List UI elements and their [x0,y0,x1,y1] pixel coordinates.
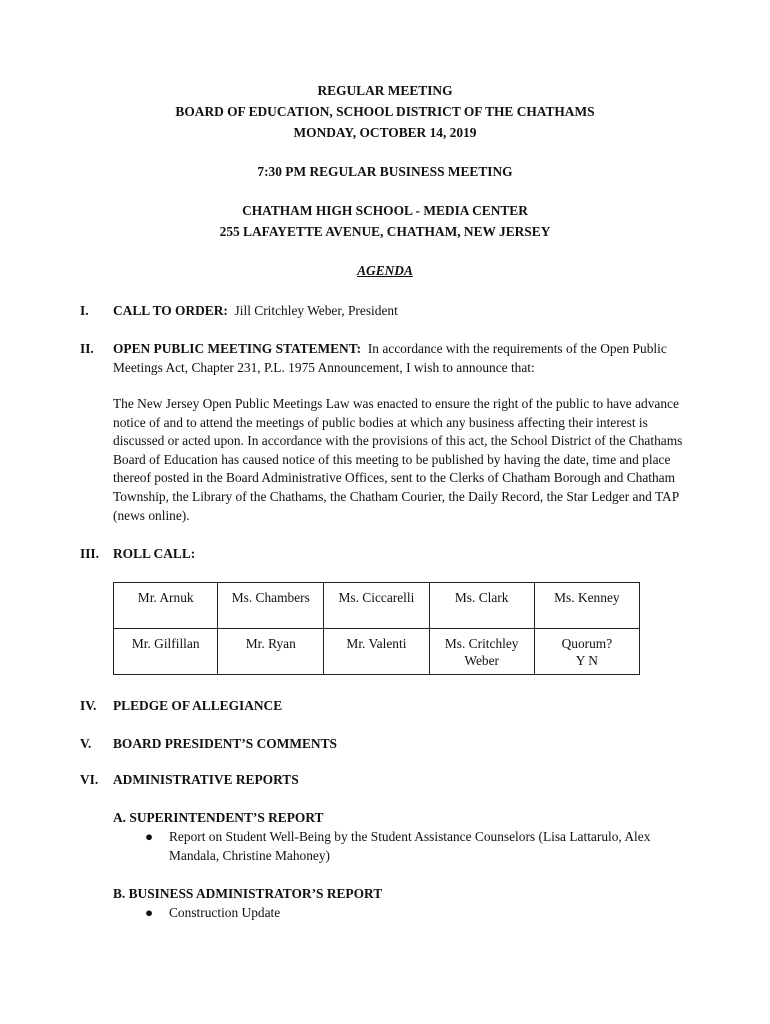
table-row [114,629,640,675]
roll-call-cell: Ms. Kenney [534,583,639,629]
section-number: IV. [80,698,97,713]
bullet-icon: ● [145,905,154,920]
title-date: MONDAY, OCTOBER 14, 2019 [293,125,477,140]
section-number: VI. [80,772,99,787]
list-item-text: Report on Student Well-Being by the Student Assistance Counselors (Lisa Lattarulo, Alex Mandala, Christine Mahoney) [169,829,651,863]
business-administrator-report [113,885,693,920]
meeting-time: 7:30 PM REGULAR BUSINESS MEETING [257,164,513,179]
title-regular-meeting: REGULAR MEETING [317,83,453,98]
section-label: OPEN PUBLIC MEETING STATEMENT: [113,341,362,356]
agenda-heading [0,262,770,281]
roll-call-cell: Ms. Chambers [218,583,324,629]
section-label: ADMINISTRATIVE REPORTS [113,772,299,787]
roll-call-cell: Ms. Critchley Weber [429,629,534,675]
subsection-label: A. SUPERINTENDENT’S REPORT [113,810,324,825]
section-body [113,340,693,377]
section-number: II. [80,341,94,356]
location-school: CHATHAM HIGH SCHOOL - MEDIA CENTER [242,203,528,218]
section-number: III. [80,546,99,561]
roll-call-cell: Ms. Clark [429,583,534,629]
section-label: ROLL CALL: [113,546,196,561]
roll-call-cell: Mr. Valenti [324,629,429,675]
section-label: PLEDGE OF ALLEGIANCE [113,698,283,713]
open-meetings-paragraph: The New Jersey Open Public Meetings Law was enacted to ensure the right of the public to have advance notice of and to attend the meetings of public bodies at which any business affecting their interest is discussed or acted upon. In accordance with the provisions of this act, the School District of the Chathams Board of Education has caused notice of this meeting to be published by having the date, time and place thereof posted in the Board Administrative Offices, sent to the Clerks of Chatham Borough and Chatham Township, the Library of the Chathams, the Chatham Courier, the Daily Record, the Star Ledger and TAP (news online). [113,396,683,523]
section-text: In accordance with the requirements of the Open Public Meetings Act, Chapter 231, P.L. 1975 Announcement, I wish to announce that: [113,341,667,375]
section-body [113,545,693,564]
list-item-text: Construction Update [169,905,281,920]
location-address: 255 LAFAYETTE AVENUE, CHATHAM, NEW JERSEY [219,224,551,239]
roll-call-cell: Mr. Ryan [218,629,324,675]
roll-call-cell: Ms. Ciccarelli [324,583,429,629]
quorum-cell: Quorum? Y N [534,629,639,675]
subsection-label: B. BUSINESS ADMINISTRATOR’S REPORT [113,886,383,901]
section-number: V. [80,736,92,751]
roll-call-table [113,582,640,675]
section-text: Jill Critchley Weber, President [234,303,398,318]
section-body [113,302,693,321]
table-row [114,583,640,629]
title-board: BOARD OF EDUCATION, SCHOOL DISTRICT OF THE CHATHAMS [175,104,595,119]
roll-call-cell: Mr. Gilfillan [114,629,218,675]
section-label: CALL TO ORDER: [113,303,228,318]
section-number: I. [80,303,89,318]
superintendent-report [113,809,693,863]
bullet-icon: ● [145,829,154,844]
section-label: BOARD PRESIDENT’S COMMENTS [113,736,337,751]
agenda-label: AGENDA [357,263,413,278]
roll-call-cell: Mr. Arnuk [114,583,218,629]
